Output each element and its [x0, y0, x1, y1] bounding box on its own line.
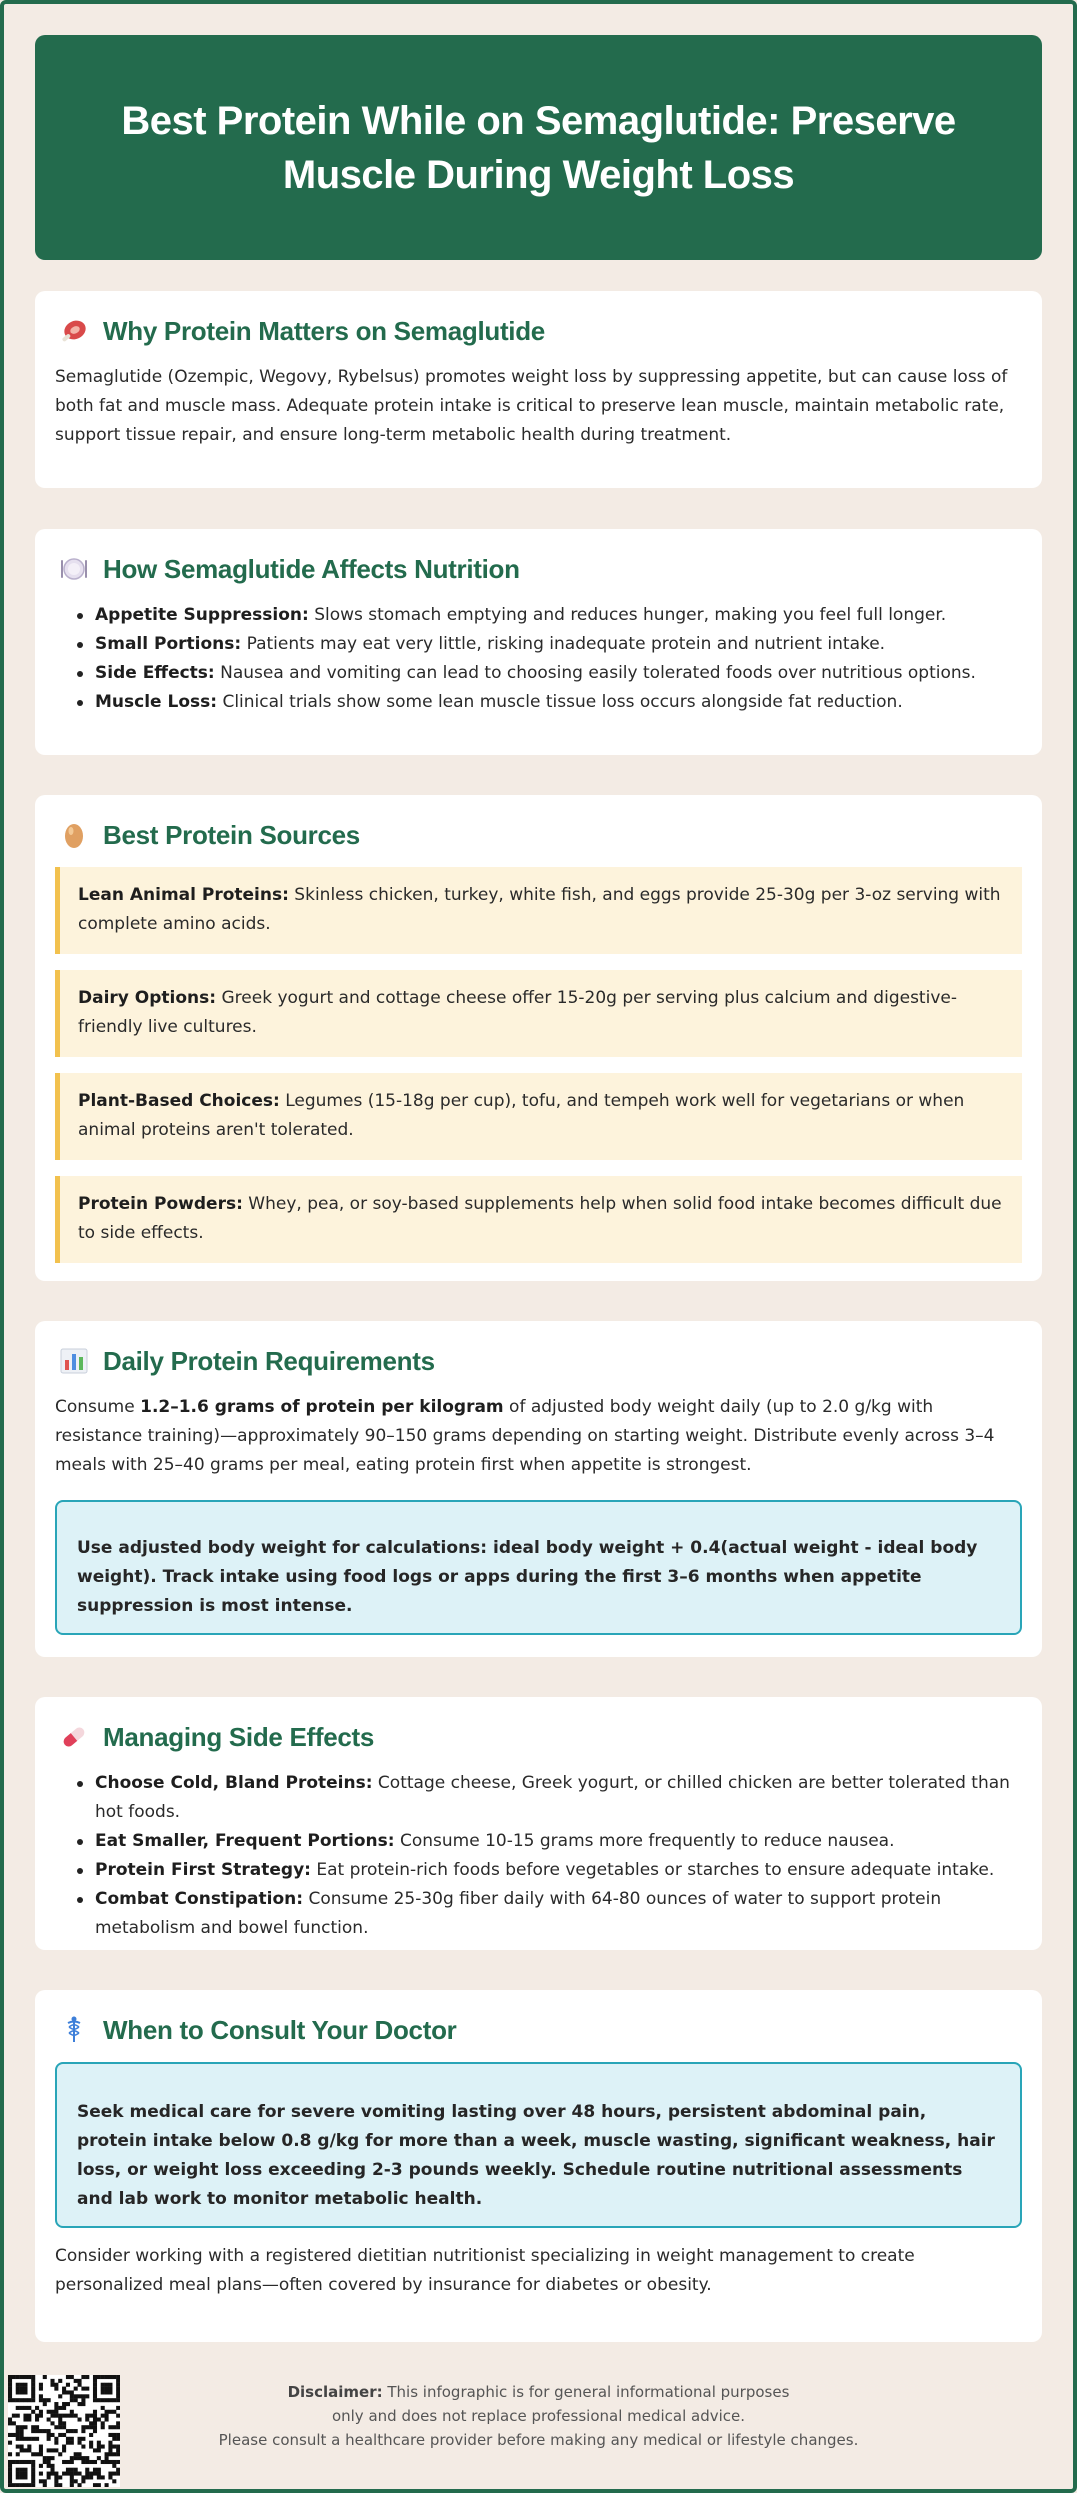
meat-icon — [59, 316, 89, 346]
card-header — [55, 2012, 1022, 2048]
card-title: Best Protein Sources — [103, 819, 360, 850]
list-item: Protein First Strategy: Eat protein-rich foods before vegetables or starches to ensure adequate intake. — [75, 1856, 1022, 1885]
plate-icon — [59, 554, 89, 584]
card-title: Managing Side Effects — [103, 1721, 375, 1752]
daily-requirements-card — [35, 1321, 1042, 1657]
list-item: Eat Smaller, Frequent Portions: Consume 10-15 grams more frequently to reduce nausea. — [75, 1827, 1022, 1856]
protein-sources-card — [35, 795, 1042, 1281]
list-item: Muscle Loss: Clinical trials show some lean muscle tissue loss occurs alongside fat reduction. — [75, 688, 1022, 717]
page-title: Best Protein While on Semaglutide: Preserve Muscle During Weight Loss — [121, 98, 956, 197]
card-header — [55, 313, 1022, 349]
egg-icon — [59, 820, 89, 850]
effects-list — [55, 601, 1022, 717]
list-item: Choose Cold, Bland Proteins: Cottage cheese, Greek yogurt, or chilled chicken are better tolerated than hot foods. — [75, 1769, 1022, 1827]
card-header — [55, 1343, 1022, 1379]
protein-source-item: Lean Animal Proteins: Skinless chicken, turkey, white fish, and eggs provide 25-30g per 3-oz serving with complete amino acids. — [55, 867, 1022, 954]
qr-code[interactable] — [8, 2375, 120, 2487]
disclaimer: Disclaimer: This infographic is for general informational purposes only and does not replace professional medical advice. Please consult a healthcare provider before making any medical or lifestyle changes. — [218, 2383, 859, 2449]
warning-note: Seek medical care for severe vomiting lasting over 48 hours, persistent abdominal pain, protein intake below 0.8 g/kg for more than a week, muscle wasting, significant weakness, hair loss, or weight loss exceeding 2-3 pounds weekly. Schedule routine nutritional assessments and lab work to monitor metabolic health. — [55, 2062, 1022, 2228]
consult-doctor-card — [35, 1990, 1042, 2342]
protein-source-item: Protein Powders: Whey, pea, or soy-based supplements help when solid food intake becomes difficult due to side effects. — [55, 1176, 1022, 1263]
card-body: Consume 1.2–1.6 grams of protein per kilogram of adjusted body weight daily (up to 2.0 g/kg with resistance training)—approximately 90–150 grams depending on starting weight. Distribute evenly across 3–4 meals with 25–40 grams per meal, eating protein first when appetite is strongest. — [55, 1397, 995, 1475]
card-header — [55, 1719, 1022, 1755]
pill-icon — [59, 1722, 89, 1752]
page-footer — [0, 2370, 1077, 2493]
calculation-note: Use adjusted body weight for calculations: ideal body weight + 0.4(actual weight - ideal body weight). Track intake using food logs or apps during the first 3–6 months when appetite suppression is most intense. — [55, 1500, 1022, 1635]
card-title: When to Consult Your Doctor — [103, 2014, 457, 2045]
list-item: Combat Constipation: Consume 25-30g fiber daily with 64-80 ounces of water to support protein metabolism and bowel function. — [75, 1885, 1022, 1943]
card-title: How Semaglutide Affects Nutrition — [103, 553, 520, 584]
protein-source-item: Dairy Options: Greek yogurt and cottage cheese offer 15-20g per serving plus calcium and digestive-friendly live cultures. — [55, 970, 1022, 1057]
why-protein-card — [35, 291, 1042, 488]
card-title: Daily Protein Requirements — [103, 1345, 435, 1376]
list-item: Appetite Suppression: Slows stomach emptying and reduces hunger, making you feel full longer. — [75, 601, 1022, 630]
list-item: Side Effects: Nausea and vomiting can lead to choosing easily tolerated foods over nutritious options. — [75, 659, 1022, 688]
page-header — [35, 35, 1042, 260]
card-body: Consider working with a registered dietitian nutritionist specializing in weight management to create personalized meal plans—often covered by insurance for diabetes or obesity. — [55, 2246, 915, 2295]
side-effects-list — [55, 1769, 1022, 1943]
card-header — [55, 817, 1022, 853]
caduceus-icon — [59, 2015, 89, 2045]
bar-chart-icon — [59, 1346, 89, 1376]
card-body: Semaglutide (Ozempic, Wegovy, Rybelsus) promotes weight loss by suppressing appetite, but can cause loss of both fat and muscle mass. Adequate protein intake is critical to preserve lean muscle, maintain metabolic rate, support tissue repair, and ensure long-term metabolic health during treatment. — [55, 367, 1008, 445]
nutrition-effects-card — [35, 529, 1042, 755]
side-effects-card — [35, 1697, 1042, 1950]
card-header — [55, 551, 1022, 587]
card-title: Why Protein Matters on Semaglutide — [103, 315, 545, 346]
list-item: Small Portions: Patients may eat very little, risking inadequate protein and nutrient intake. — [75, 630, 1022, 659]
protein-source-item: Plant-Based Choices: Legumes (15-18g per cup), tofu, and tempeh work well for vegetarians or when animal proteins aren't tolerated. — [55, 1073, 1022, 1160]
